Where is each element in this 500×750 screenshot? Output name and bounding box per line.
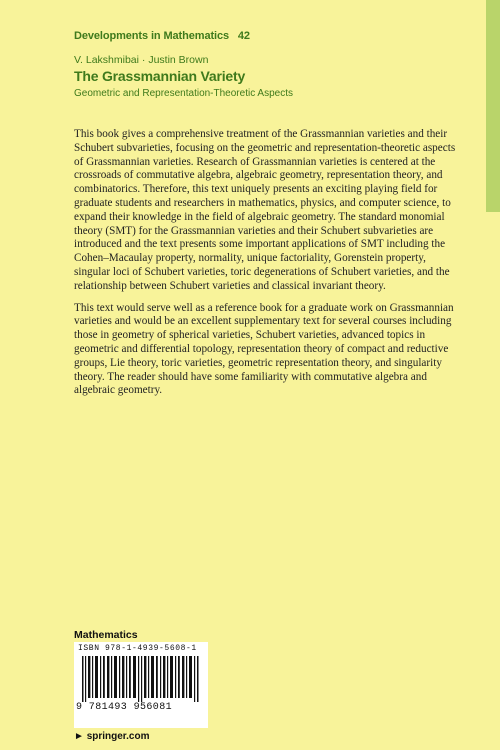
authors: V. Lakshmibai · Justin Brown [74, 54, 209, 66]
arrow-icon: ► [74, 731, 84, 742]
barcode-digits: 9 781493 956081 [76, 702, 173, 713]
book-title: The Grassmannian Variety [74, 68, 246, 84]
publisher-url: springer.com [86, 731, 150, 742]
isbn-barcode [74, 642, 208, 728]
publisher-link[interactable] [74, 731, 150, 742]
blurb-paragraph: This book gives a comprehensive treatment of the Grassmannian varieties and their Schubert subvarieties, focusing on the geometric and representation-theoretic aspects of Grassmannian varieties. Research of Grassmannian varieties is centered at the crossroads of commutative algebra, algebraic geometry, representation theory, and combinatorics. Therefore, this text uniquely presents an exciting playing field for graduate students and researchers in mathematics, physics, and computer science, to expand their knowledge in the field of algebraic geometry. The standard monomial theory (SMT) for the Grassmannian varieties and their Schubert subvarieties are introduced and the text presents some important applications of SMT including the Cohen–Macaulay property, normality, unique factoriality, Gorenstein property, singular loci of Schubert varieties, toric degenerations of Schubert varieties, and the relationship between Schubert varieties and classical invariant theory. [74, 128, 456, 292]
subject-label: Mathematics [74, 629, 138, 641]
barcode-icon [82, 656, 202, 702]
cover-color-band [486, 0, 500, 212]
book-subtitle: Geometric and Representation-Theoretic Aspects [74, 88, 293, 99]
back-cover-blurb [74, 128, 460, 406]
blurb-paragraph: This text would serve well as a reference book for a graduate work on Grassmannian varieties and would be an excellent supplementary text for several courses including those in geometry of spherical varieties, Schubert varieties, advanced topics in geometric and differential topology, representation theory of compact and reductive groups, Lie theory, toric varieties, geometric representation theory, and singularity theory. The reader should have some familiarity with commutative algebra and algebraic geometry. [74, 301, 454, 397]
series-title: Developments in Mathematics 42 [74, 30, 250, 42]
isbn-text: ISBN 978-1-4939-5608-1 [78, 644, 197, 653]
cover-header [74, 30, 293, 99]
